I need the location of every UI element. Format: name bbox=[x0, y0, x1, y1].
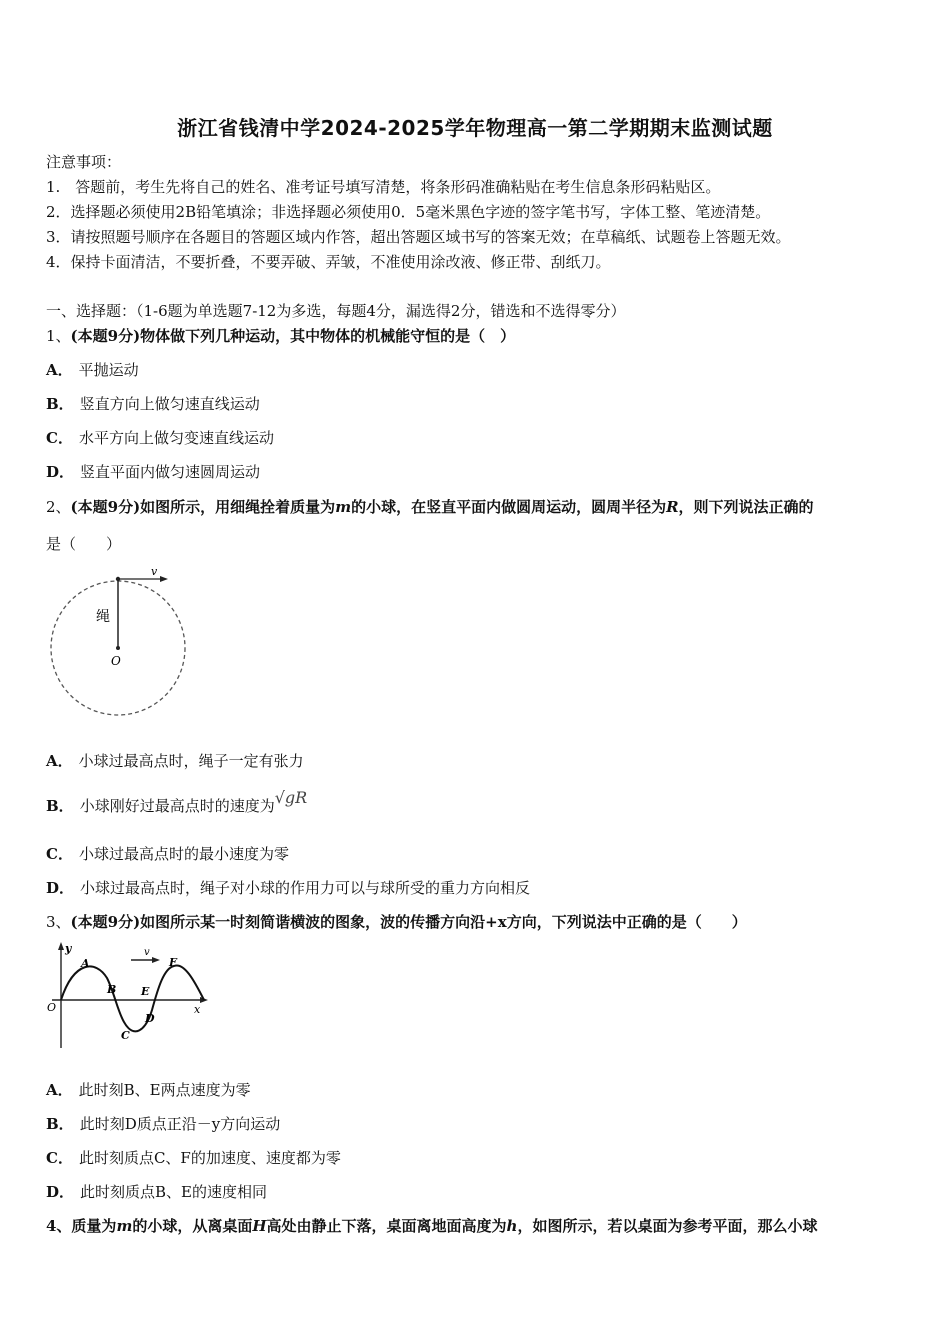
option-letter: C． bbox=[46, 429, 73, 447]
question-text: (本题9分)物体做下列几种运动，其中物体的机械能守恒的是（ ） bbox=[70, 327, 516, 345]
q3-option-b bbox=[46, 1114, 280, 1134]
option-text: 小球过最高点时，绳子对小球的作用力可以与球所受的重力方向相反 bbox=[80, 879, 531, 897]
point-e-label: E bbox=[141, 985, 150, 998]
mass-symbol: m bbox=[116, 1217, 133, 1235]
note-item-3: 3．请按照题号顺序在各题目的答题区域内作答，超出答题区域书写的答案无效；在草稿纸、试题卷上答题无效。 bbox=[46, 228, 791, 246]
wave-curve bbox=[61, 965, 204, 1031]
point-b-label: B bbox=[107, 983, 117, 996]
note-item-1: 1. 答题前，考生先将自己的姓名、准考证号填写清楚，将条形码准确粘贴在考生信息条形码粘贴区。 bbox=[46, 178, 721, 196]
question-2-stem bbox=[46, 497, 814, 517]
center-dot bbox=[116, 646, 120, 650]
option-text: 平抛运动 bbox=[78, 361, 139, 379]
wave-v-label: v bbox=[144, 947, 150, 958]
option-text: 水平方向上做匀变速直线运动 bbox=[78, 429, 274, 447]
rope-label: 绳 bbox=[96, 609, 110, 625]
question-number: 3、 bbox=[46, 913, 71, 931]
question-text: ，则下列说法正确的 bbox=[678, 498, 814, 516]
wave-figure bbox=[44, 940, 214, 1052]
question-text: 的小球，在竖直平面内做圆周运动，圆周半径为 bbox=[351, 498, 667, 516]
q1-option-d bbox=[46, 462, 260, 482]
option-text: 此时刻B、E两点速度为零 bbox=[78, 1081, 251, 1099]
option-letter: A． bbox=[46, 361, 73, 379]
point-c-label: C bbox=[121, 1029, 130, 1042]
circle-motion-figure bbox=[46, 562, 191, 720]
q2-option-c bbox=[46, 844, 289, 864]
option-letter: B． bbox=[46, 797, 74, 815]
note-item-4: 4．保持卡面清洁，不要折叠，不要弄破、弄皱，不准使用涂改液、修正带、刮纸刀。 bbox=[46, 253, 611, 271]
question-text: (本题9分)如图所示，用细绳拴着质量为 bbox=[70, 498, 336, 516]
question-text: (本题9分)如图所示某一时刻简谐横波的图象，波的传播方向沿+x方向，下列说法中正确的是（ ） bbox=[70, 913, 747, 931]
radius-symbol: R bbox=[666, 498, 679, 516]
center-label: O bbox=[111, 654, 121, 668]
q2-option-a bbox=[46, 751, 304, 771]
note-item-2: 2．选择题必须使用2B铅笔填涂；非选择题必须使用0．5毫米黑色字迹的签字笔书写，字体工整、笔迹清楚。 bbox=[46, 203, 771, 221]
question-1-stem bbox=[46, 326, 515, 346]
q1-option-c bbox=[46, 428, 274, 448]
question-text: 的小球，从离桌面 bbox=[132, 1217, 253, 1235]
velocity-label: v bbox=[151, 565, 158, 578]
point-d-label: D bbox=[145, 1012, 155, 1025]
option-letter: A． bbox=[46, 1081, 73, 1099]
point-a-label: A bbox=[81, 957, 90, 970]
q2-option-d bbox=[46, 878, 530, 898]
mass-symbol: m bbox=[335, 498, 352, 516]
q1-option-a bbox=[46, 360, 139, 380]
option-text: 此时刻D质点正沿－y方向运动 bbox=[79, 1115, 281, 1133]
option-letter: C． bbox=[46, 1149, 73, 1167]
option-text: 小球刚好过最高点时的速度为 bbox=[79, 797, 275, 815]
option-letter: A． bbox=[46, 752, 73, 770]
q3-option-a bbox=[46, 1080, 251, 1100]
page-title: 浙江省钱清中学2024-2025学年物理高一第二学期期末监测试题 bbox=[177, 116, 773, 140]
table-height-symbol: h bbox=[506, 1217, 518, 1235]
velocity-arrow-head bbox=[160, 576, 168, 582]
wave-velocity-head bbox=[152, 957, 160, 963]
question-text: 4、质量为 bbox=[46, 1217, 117, 1235]
section-heading: 一、选择题：（1-6题为单选题7-12为多选，每题4分，漏选得2分，错选和不选得零分） bbox=[46, 302, 626, 320]
option-letter: B． bbox=[46, 1115, 74, 1133]
q2-option-b bbox=[46, 788, 308, 816]
y-axis-arrow bbox=[58, 942, 64, 950]
option-text: 竖直平面内做匀速圆周运动 bbox=[80, 463, 261, 481]
q3-option-d bbox=[46, 1182, 267, 1202]
option-letter: D． bbox=[46, 1183, 75, 1201]
option-text: 竖直方向上做匀速直线运动 bbox=[79, 395, 260, 413]
option-letter: D． bbox=[46, 463, 75, 481]
question-text: 高处由静止下落，桌面离地面高度为 bbox=[266, 1217, 507, 1235]
q3-option-c bbox=[46, 1148, 341, 1168]
question-number: 1、 bbox=[46, 327, 71, 345]
height-symbol: H bbox=[252, 1217, 267, 1235]
q1-option-b bbox=[46, 394, 260, 414]
point-f-label: F bbox=[169, 956, 177, 969]
question-number: 2、 bbox=[46, 498, 71, 516]
option-text: 此时刻质点C、F的加速度、速度都为零 bbox=[78, 1149, 341, 1167]
option-text: 此时刻质点B、E的速度相同 bbox=[80, 1183, 267, 1201]
question-text: ，如图所示，若以桌面为参考平面，那么小球 bbox=[517, 1217, 818, 1235]
x-label: x bbox=[194, 1003, 201, 1016]
option-letter: B． bbox=[46, 395, 74, 413]
option-text: 小球过最高点时的最小速度为零 bbox=[78, 845, 289, 863]
question-4-stem bbox=[46, 1216, 817, 1236]
option-letter: D． bbox=[46, 879, 75, 897]
option-letter: C． bbox=[46, 845, 73, 863]
question-2-stem-cont: 是（ ） bbox=[46, 535, 122, 553]
sqrt-gr-formula: √gR bbox=[274, 788, 308, 807]
y-label: y bbox=[65, 942, 72, 955]
notes-heading: 注意事项： bbox=[46, 153, 122, 171]
origin-label: O bbox=[47, 1001, 57, 1014]
option-text: 小球过最高点时，绳子一定有张力 bbox=[78, 752, 304, 770]
question-3-stem bbox=[46, 912, 747, 932]
